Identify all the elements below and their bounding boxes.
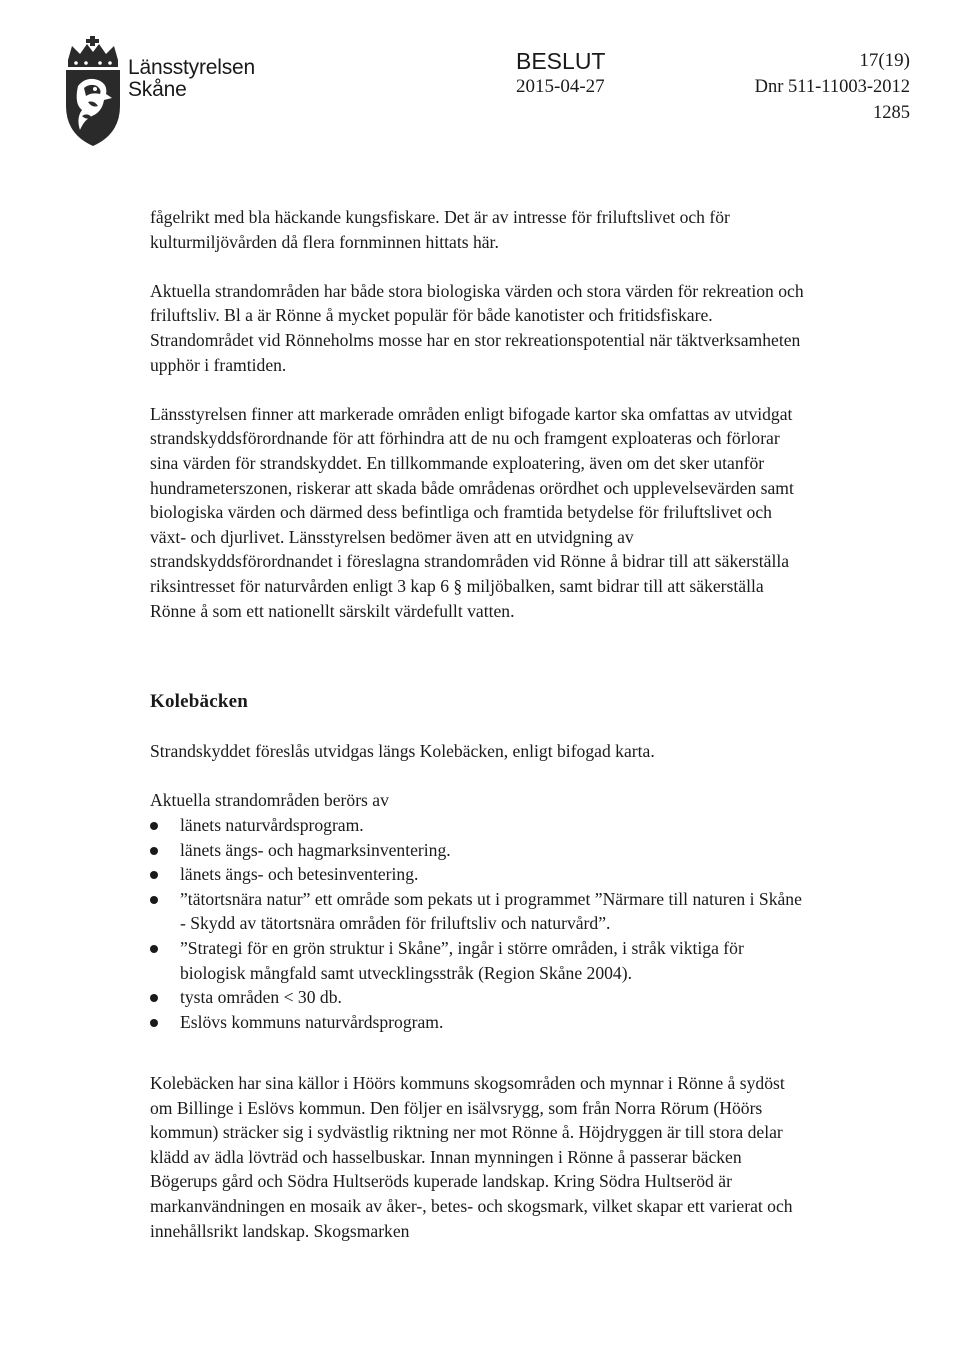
document-date: 2015-04-27 [516, 76, 605, 97]
document-body [150, 205, 810, 1243]
document-type: BESLUT [516, 48, 606, 74]
list-item: länets ängs- och betesinventering. [150, 862, 810, 887]
org-name-line1: Länsstyrelsen [128, 56, 255, 79]
bullet-icon [150, 896, 158, 904]
registration-subnumber: 1285 [873, 103, 910, 123]
paragraph-6: Kolebäcken har sina källor i Höörs kommuns skogsområden och mynnar i Rönne å sydöst om Billinge i Eslövs kommun. Den följer en isälvsrygg, som från Norra Rörum (Höörs kommun) sträcker sig i sydvästlig riktning ner mot Rönne å. Höjdryggen är till stora delar klädd av ädla lövträd och hasselbuskar. Innan mynningen i Rönne å passerar bäcken Bögerups gård och Södra Hultseröds kuperade landskap. Kring Södra Hultseröd är markanvändningen en mosaik av åker-, betes- och skogsmark, vilket skapar ett varierat och innehållsrikt landskap. Skogsmarken [150, 1073, 793, 1241]
registration-number: Dnr 511-11003-2012 [754, 77, 910, 97]
paragraph-5: Aktuella strandområden berörs av [150, 790, 389, 811]
coat-of-arms-icon [62, 36, 124, 148]
bullet-list [150, 813, 810, 1034]
bullet-icon [150, 945, 158, 953]
bullet-icon [150, 871, 158, 879]
paragraph-1: fågelrikt med bla häckande kungsfiskare. Det är av intresse för friluftslivet och för kulturmiljövården då flera fornminnen hittats här. [150, 207, 730, 252]
list-item: ”Strategi för en grön struktur i Skåne”, ingår i större områden, i stråk viktiga för biologisk mångfald samt utvecklingsstråk (Region Skåne 2004). [150, 936, 810, 985]
list-item: länets ängs- och hagmarksinventering. [150, 838, 810, 863]
list-item: tysta områden < 30 db. [150, 985, 810, 1010]
page-number: 17(19) [859, 50, 910, 71]
bullet-icon [150, 847, 158, 855]
paragraph-2: Aktuella strandområden har både stora biologiska värden och stora värden för rekreation och friluftsliv. Bl a är Rönne å mycket populär för både kanotister och fritidsfiskare. Strandområdet vid Rönneholms mosse har en stor rekreationspotential när täktverksamheten upphör i framtiden. [150, 280, 804, 375]
list-item: ”tätortsnära natur” ett område som pekats ut i programmet ”Närmare till naturen i Skåne - Skydd av tätortsnära områden för friluftsliv och naturvård”. [150, 887, 810, 936]
paragraph-4: Strandskyddet föreslås utvidgas längs Kolebäcken, enligt bifogad karta. [150, 741, 655, 762]
bullet-icon [150, 1019, 158, 1027]
org-name-line2: Skåne [128, 78, 187, 101]
list-item: Eslövs kommuns naturvårdsprogram. [150, 1010, 810, 1035]
bullet-icon [150, 822, 158, 830]
section-heading: Kolebäcken [150, 691, 249, 713]
organization-name [128, 57, 255, 101]
paragraph-3: Länsstyrelsen finner att markerade områden enligt bifogade kartor ska omfattas av utvidgat strandskyddsförordnande för att förhindra att de nu och framgent exploateras och förlorar sina värden för strandskyddet. En tillkommande exploatering, även om det sker utanför hundrameterszonen, riskerar att skada både områdenas orördhet och upplevelsevärden samt biologiska värden och därmed dess befintliga och framtida betydelse för friluftslivet och växt- och djurlivet. Länsstyrelsen bedömer även att en utvidgning av strandskyddsförordnandet i föreslagna strandområden vid Rönne å bidrar till att säkerställa riksintresset för naturvården enligt 3 kap 6 § miljöbalken, samt bidrar till att säkerställa Rönne å som ett nationellt särskilt värdefullt vatten. [150, 403, 794, 621]
bullet-icon [150, 994, 158, 1002]
list-item: länets naturvårdsprogram. [150, 813, 810, 838]
